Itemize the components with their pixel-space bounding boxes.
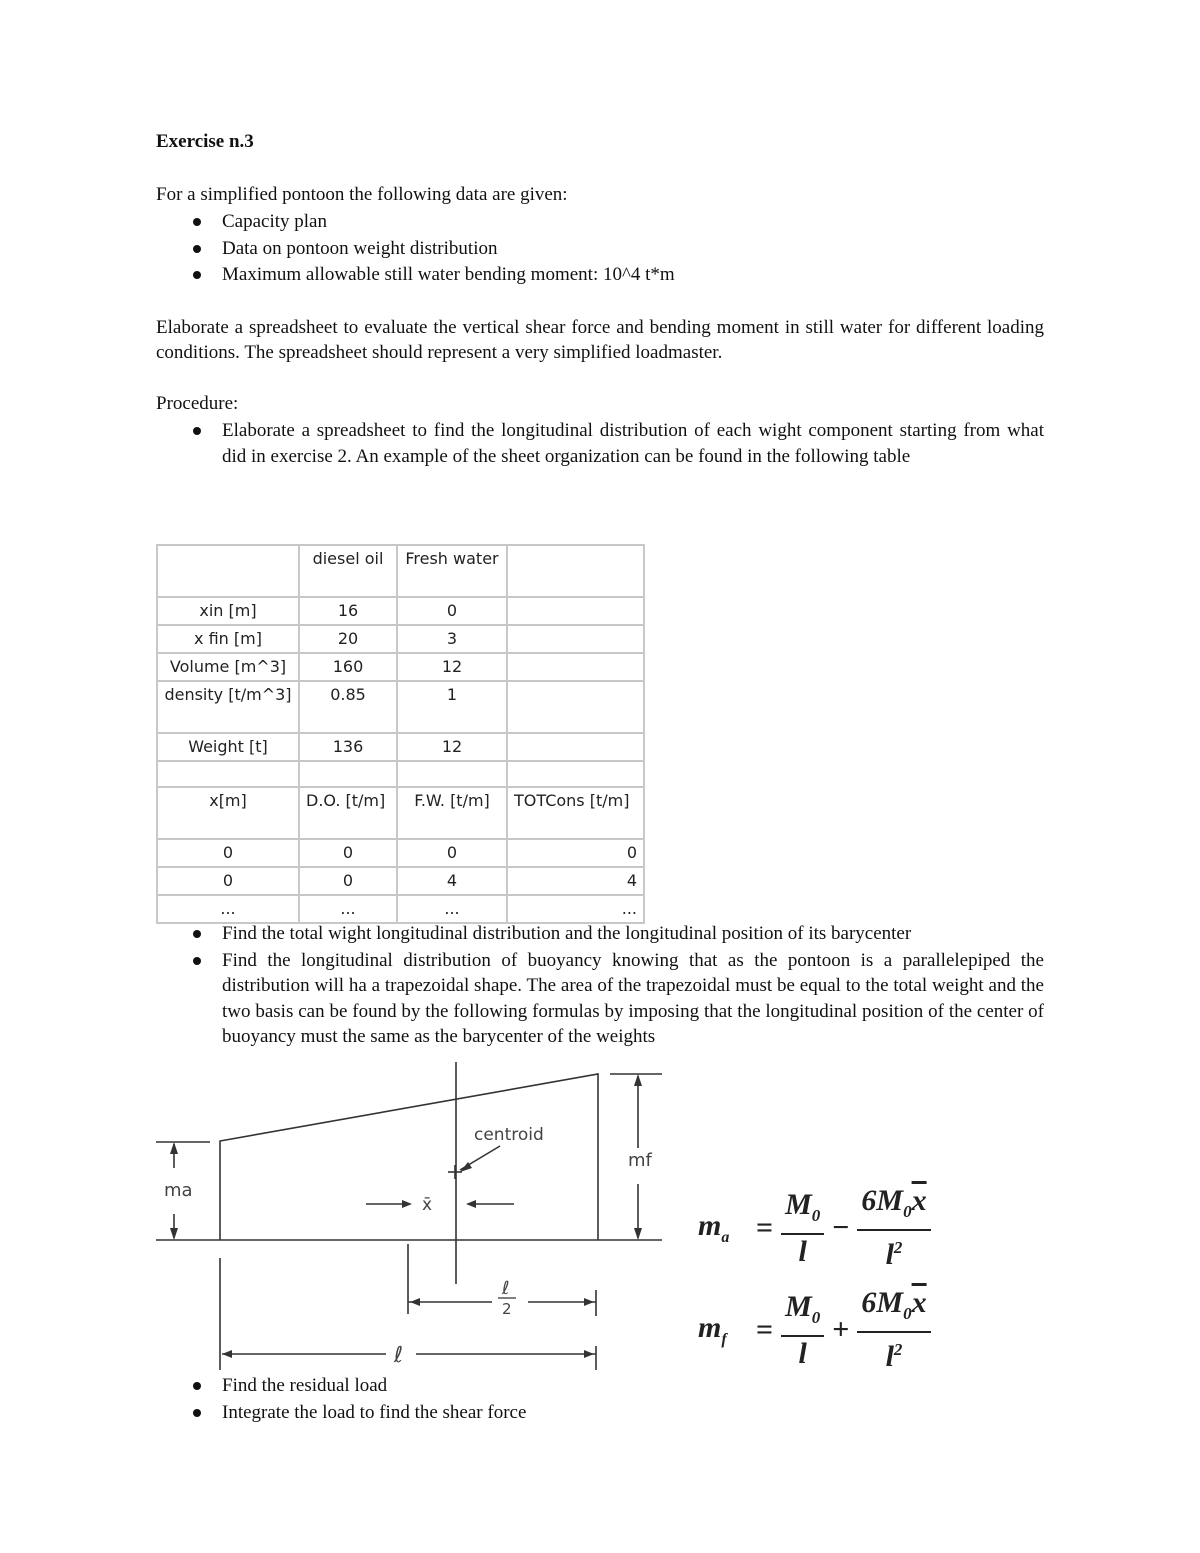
- table-row: x[m] D.O. [t/m] F.W. [t/m] TOTCons [t/m]: [157, 787, 644, 839]
- list-item: Capacity plan: [156, 209, 1044, 235]
- list-item: Find the longitudinal distribution of buoyancy knowing that as the pontoon is a parallelepiped the distribution will ha a trapezoidal shape. The area of the trapezoidal must be equal to the total weight and the two basis can be found by the following formulas by imposing that the longitudinal position of the center of buoyancy must the same as the barycenter of the weights: [156, 948, 1044, 1050]
- example-spreadsheet-table: [156, 544, 645, 924]
- table-row: Weight [t] 136 12: [157, 733, 644, 761]
- trapezoid-buoyancy-diagram: [150, 1058, 680, 1378]
- procedure-list-continued: [156, 921, 1044, 1051]
- list-item: Maximum allowable still water bending moment: 10^4 t*m: [156, 262, 1044, 288]
- list-item: Find the total wight longitudinal distribution and the longitudinal position of its barycenter: [156, 921, 1044, 947]
- task-text: Elaborate a spreadsheet to evaluate the vertical shear force and bending moment in still water for different loading conditions. The spreadsheet should represent a very simplified loadmaster.: [156, 317, 1044, 363]
- table-row: [157, 761, 644, 787]
- table-row: ... ... ... ...: [157, 895, 644, 923]
- list-item: Elaborate a spreadsheet to find the longitudinal distribution of each wight component starting from what did in exercise 2. An example of the sheet organization can be found in the following table: [156, 418, 1044, 469]
- xbar-label: x̄: [422, 1195, 433, 1215]
- mf-label: mf: [628, 1150, 652, 1171]
- bullet-icon: [193, 271, 201, 279]
- list-item: Find the residual load: [156, 1373, 1044, 1399]
- half-length-denominator: 2: [502, 1300, 512, 1318]
- procedure-label: Procedure:: [156, 393, 239, 414]
- table-row: xin [m] 16 0: [157, 597, 644, 625]
- table-row: diesel oil Fresh water: [157, 545, 644, 597]
- procedure-list: [156, 418, 1044, 470]
- centroid-label: centroid: [474, 1125, 544, 1145]
- bullet-icon: [193, 957, 201, 965]
- bullet-icon: [193, 930, 201, 938]
- formula-mf: $m_f$ = $\frac{M_0}{l}$ + $\frac{6M_0\overline{x}}{l^2}$: [698, 1286, 931, 1374]
- table-row: 0 0 4 4: [157, 867, 644, 895]
- intro-text: For a simplified pontoon the following data are given:: [156, 184, 568, 205]
- list-item: Data on pontoon weight distribution: [156, 236, 1044, 262]
- length-label: ℓ: [394, 1343, 404, 1368]
- table-row: density [t/m^3] 0.85 1: [157, 681, 644, 733]
- half-length-numerator: ℓ: [502, 1278, 510, 1299]
- table-row: 0 0 0 0: [157, 839, 644, 867]
- bullet-icon: [193, 218, 201, 226]
- formula-ma: $m_a$ = $\frac{M_0}{l}$ − $\frac{6M_0\overline{x}}{l^2}$: [698, 1184, 931, 1272]
- table-row: x fin [m] 20 3: [157, 625, 644, 653]
- bullet-icon: [193, 427, 201, 435]
- procedure-list-final: [156, 1373, 1044, 1426]
- table-row: Volume [m^3] 160 12: [157, 653, 644, 681]
- ma-label: ma: [164, 1180, 193, 1201]
- bullet-icon: [193, 1409, 201, 1417]
- bullet-icon: [193, 1382, 201, 1390]
- list-item: Integrate the load to find the shear force: [156, 1400, 1044, 1426]
- given-list: [156, 209, 1044, 289]
- exercise-title: Exercise n.3: [156, 131, 254, 152]
- bullet-icon: [193, 245, 201, 253]
